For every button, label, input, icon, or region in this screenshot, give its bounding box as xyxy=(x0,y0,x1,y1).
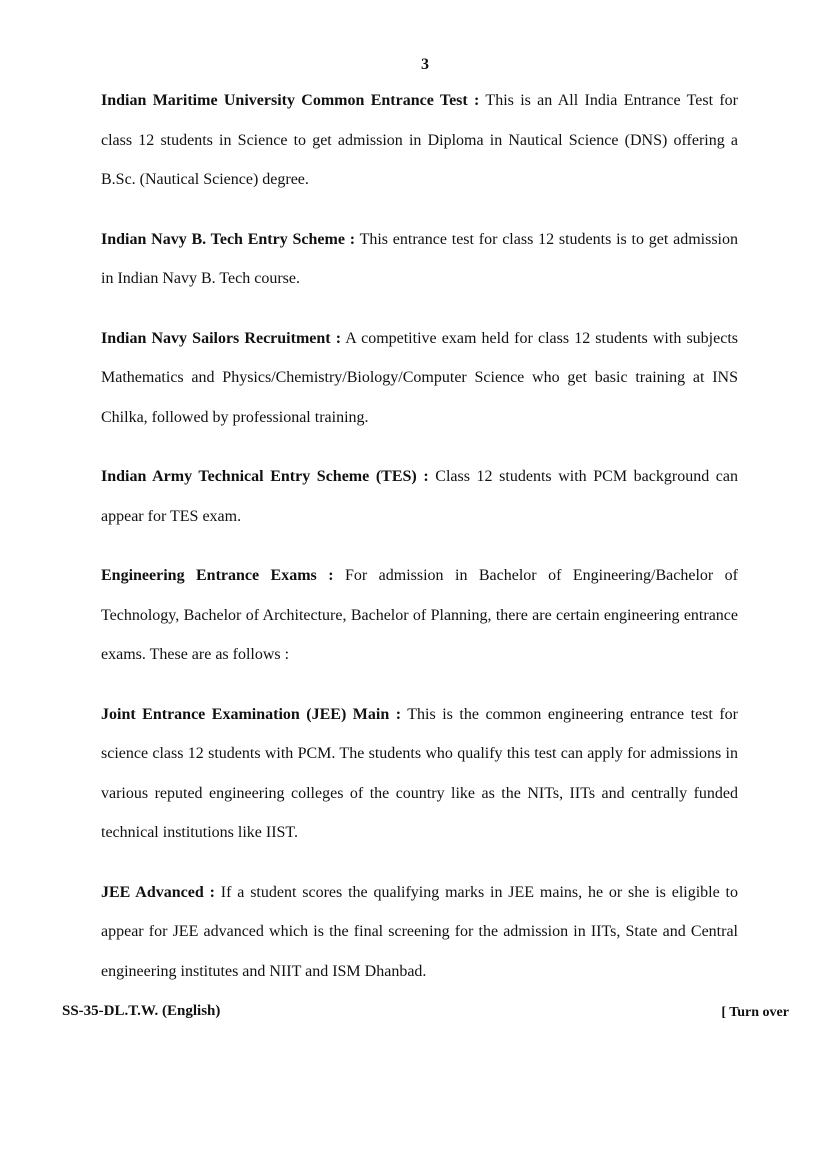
paragraph-engineering-entrance-exams xyxy=(101,556,738,675)
paragraph-text: Class 12 students with PCM background can appear for TES exam. xyxy=(101,468,739,525)
document-body xyxy=(101,81,738,1011)
paragraph-army-tes xyxy=(101,457,738,536)
paragraph-navy-btech-scheme xyxy=(101,220,738,299)
paragraph-term: Joint Entrance Examination (JEE) Main : xyxy=(101,705,402,723)
paragraph-text: If a student scores the qualifying marks in JEE mains, he or she is eligible to appear for JEE advanced which is the final screening for the admission in IITs, State and Central engineering institutes and NIIT and ISM Dhanbad. xyxy=(101,883,739,980)
paragraph-term: Indian Army Technical Entry Scheme (TES) : xyxy=(101,468,429,485)
paragraph-term: JEE Advanced : xyxy=(101,883,215,901)
paragraph-term: Indian Maritime University Common Entrance Test : xyxy=(101,92,480,109)
paragraph-navy-sailors-recruitment xyxy=(101,319,738,438)
page-number: 3 xyxy=(421,56,429,73)
paragraph-term: Indian Navy B. Tech Entry Scheme : xyxy=(101,230,356,248)
paragraph-text: This is the common engineering entrance test for science class 12 students with PCM. The students who qualify this test can apply for admissions in various reputed engineering colleges of the country like as the NITs, IITs and centrally funded technical institutions like IIST. xyxy=(101,705,739,841)
paragraph-text: For admission in Bachelor of Engineering/Bachelor of Technology, Bachelor of Architecture, Bachelor of Planning, there are certain engineering entrance exams. These are as follows : xyxy=(101,567,739,663)
paragraph-text: This is an All India Entrance Test for class 12 students in Science to get admission in Diploma in Nautical Science (DNS) offering a B.Sc. (Nautical Science) degree. xyxy=(101,92,738,188)
paragraph-text: A competitive exam held for class 12 students with subjects Mathematics and Physics/Chemistry/Biology/Computer Science who get basic training at INS Chilka, followed by professional training. xyxy=(101,329,738,426)
paragraph-text: This entrance test for class 12 students is to get admission in Indian Navy B. Tech course. xyxy=(101,230,738,287)
paragraph-jee-advanced xyxy=(101,873,738,992)
turn-over-note: [ Turn over xyxy=(721,1005,789,1020)
paragraph-jee-main xyxy=(101,695,738,853)
paragraph-term: Indian Navy Sailors Recruitment : xyxy=(101,329,342,347)
paper-code: SS-35-DL.T.W. (English) xyxy=(62,1003,221,1019)
paragraph-maritime-university-test xyxy=(101,81,738,200)
paragraph-term: Engineering Entrance Exams : xyxy=(101,567,334,584)
